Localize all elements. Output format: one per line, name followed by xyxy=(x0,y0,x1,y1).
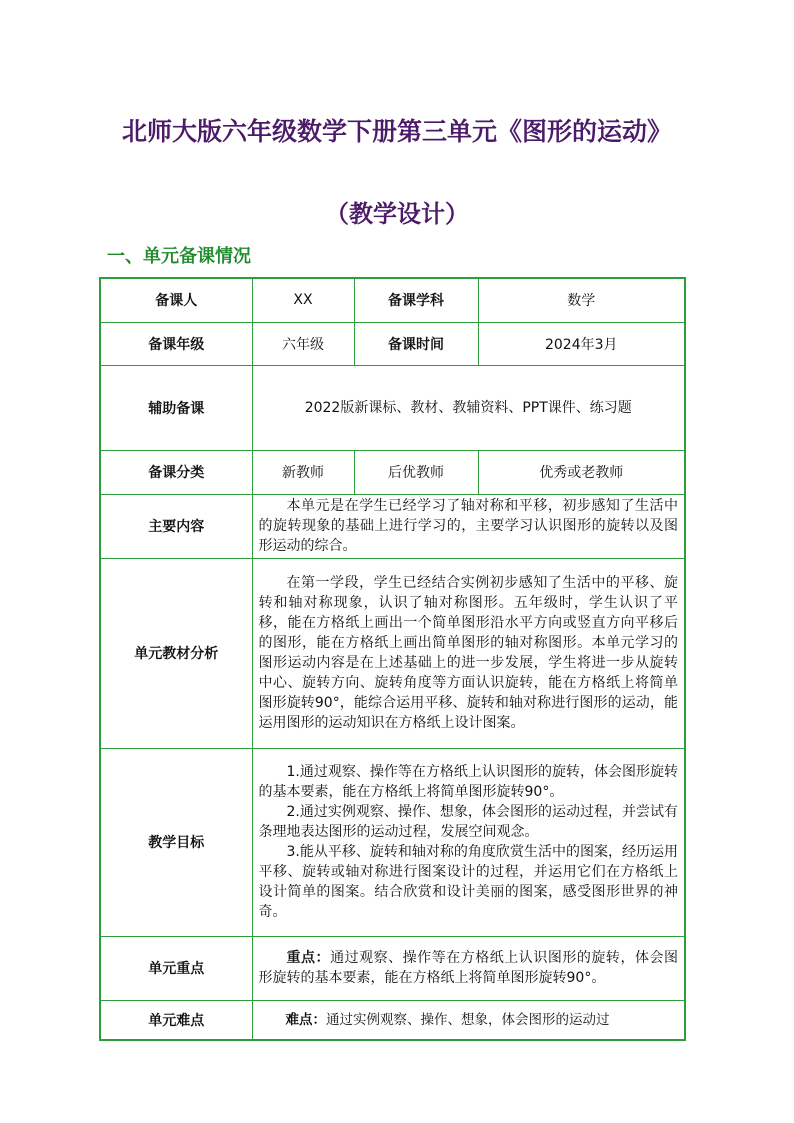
difficult-points-value: 通过实例观察、操作、想象，体会图形的运动过 xyxy=(326,1011,610,1028)
goals-cell xyxy=(252,748,685,936)
category-senior-teacher: 优秀或老教师 xyxy=(478,450,685,494)
time-label: 备课时间 xyxy=(354,322,478,365)
document-subtitle: （教学设计） xyxy=(325,199,469,228)
analysis-value: 在第一学段，学生已经结合实例初步感知了生活中的平移、旋转和轴对称现象，认识了轴对称图形。五年级时，学生认识了平移，能在方格纸上画出一个简单图形沿水平方向或竖直方向平移后的图形，能在方格纸上画出简单图形的轴对称图形。本单元学习的图形运动内容是在上述基础上的进一步发展，学生将进一步从旋转中心、旋转方向、旋转角度等方面认识旋转，能在方格纸上将简单图形旋转90°，能综合运用平移、旋转和轴对称进行图形的运动，能运用图形的运动知识在方格纸上设计图案。 xyxy=(258,575,678,731)
subject-label: 备课学科 xyxy=(354,278,478,322)
content-cell xyxy=(252,494,685,558)
time-value: 2024年3月 xyxy=(478,322,685,365)
table-row xyxy=(100,450,685,494)
table-row xyxy=(100,936,685,1000)
difficult-points-prefix: 难点： xyxy=(285,1011,326,1028)
goals-label: 教学目标 xyxy=(100,748,252,936)
aux-label: 辅助备课 xyxy=(100,365,252,450)
analysis-label: 单元教材分析 xyxy=(100,558,252,748)
aux-value: 2022版新课标、教材、教辅资料、PPT课件、练习题 xyxy=(252,365,685,450)
preparer-value: XX xyxy=(252,278,354,322)
table-row xyxy=(100,278,685,322)
table-row xyxy=(100,322,685,365)
difficult-points-text xyxy=(259,1010,679,1030)
subject-value: 数学 xyxy=(478,278,685,322)
table-row xyxy=(100,748,685,936)
difficult-points-label: 单元难点 xyxy=(100,1000,252,1040)
difficult-points-cell xyxy=(252,1000,685,1040)
category-new-teacher: 新教师 xyxy=(252,450,354,494)
table-row xyxy=(100,494,685,558)
analysis-cell xyxy=(252,558,685,748)
key-points-cell xyxy=(252,936,685,1000)
key-points-value: 通过观察、操作等在方格纸上认识图形的旋转，体会图形旋转的基本要素，能在方格纸上将简单图形旋转90°。 xyxy=(258,950,679,986)
grade-label: 备课年级 xyxy=(100,322,252,365)
key-points-text xyxy=(259,948,679,988)
grade-value: 六年级 xyxy=(252,322,354,365)
key-points-label: 单元重点 xyxy=(100,936,252,1000)
category-improving-teacher: 后优教师 xyxy=(354,450,478,494)
section-heading: 一、单元备课情况 xyxy=(107,246,251,267)
goal-item-1: 1.通过观察、操作等在方格纸上认识图形的旋转，体会图形旋转的基本要素，能在方格纸上将简单图形旋转90°。 xyxy=(258,764,678,800)
table-row xyxy=(100,1000,685,1040)
document-title: 北师大版六年级数学下册第三单元《图形的运动》 xyxy=(121,117,672,146)
goal-item-2: 2.通过实例观察、操作、想象，体会图形的运动过程，并尝试有条理地表达图形的运动过程，发展空间观念。 xyxy=(258,804,678,840)
goal-item-3: 3.能从平移、旋转和轴对称的角度欣赏生活中的图案，经历运用平移、旋转或轴对称进行图案设计的过程，并运用它们在方格纸上设计简单的图案。结合欣赏和设计美丽的图案，感受图形世界的神奇。 xyxy=(258,844,678,920)
key-points-prefix: 重点： xyxy=(286,950,331,966)
table-row xyxy=(100,365,685,450)
preparer-label: 备课人 xyxy=(100,278,252,322)
category-label: 备课分类 xyxy=(100,450,252,494)
content-label: 主要内容 xyxy=(100,494,252,558)
lesson-prep-table xyxy=(99,277,686,1041)
content-value: 本单元是在学生已经学习了轴对称和平移，初步感知了生活中的旋转现象的基础上进行学习的，主要学习认识图形的旋转以及图形运动的综合。 xyxy=(258,498,678,554)
table-row xyxy=(100,558,685,748)
